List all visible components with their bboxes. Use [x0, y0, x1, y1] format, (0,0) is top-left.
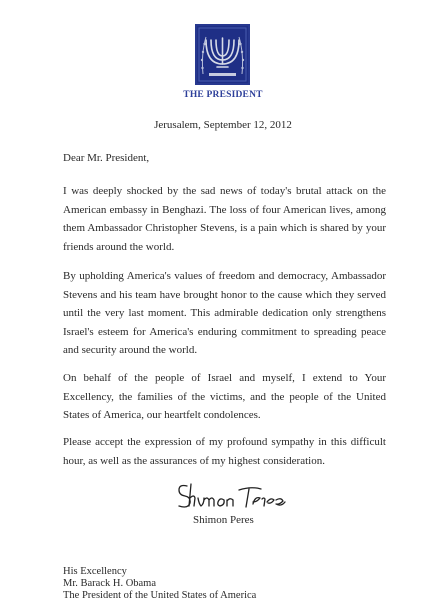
addressee-line: His Excellency — [63, 566, 127, 577]
handwritten-signature — [173, 480, 293, 517]
israel-emblem-menorah-icon — [195, 24, 250, 85]
signer-name: Shimon Peres — [193, 514, 254, 526]
date-line: Jerusalem, September 12, 2012 — [154, 119, 292, 131]
body-paragraph-4: Please accept the expression of my profound sympathy in this difficult hour, as well as the assurances of my highest consideration. — [63, 436, 386, 467]
body-paragraph-1: I was deeply shocked by the sad news of today's brutal attack on the American embassy in Benghazi. The loss of four American lives, among them Ambassador Christopher Stevens, is a pain which is shared by your friends around the world. — [63, 185, 386, 253]
salutation: Dear Mr. President, — [63, 152, 150, 164]
addressee-line: Mr. Barack H. Obama — [63, 578, 157, 589]
letterhead-title: THE PRESIDENT — [183, 90, 263, 100]
addressee-block — [63, 566, 256, 602]
body-paragraph-3: On behalf of the people of Israel and myself, I extend to Your Excellency, the families of the victims, and the people of the United States of America, our heartfelt condolences. — [63, 372, 386, 421]
body-paragraph-2: By upholding America's values of freedom and democracy, Ambassador Stevens and his team have brought honor to the cause which they served until the very last moment. This admirable dedication only strengthens Israel's esteem for America's enduring commitment to spreading peace and security around the world. — [63, 270, 386, 356]
addressee-line: The President of the United States of America — [63, 590, 257, 601]
